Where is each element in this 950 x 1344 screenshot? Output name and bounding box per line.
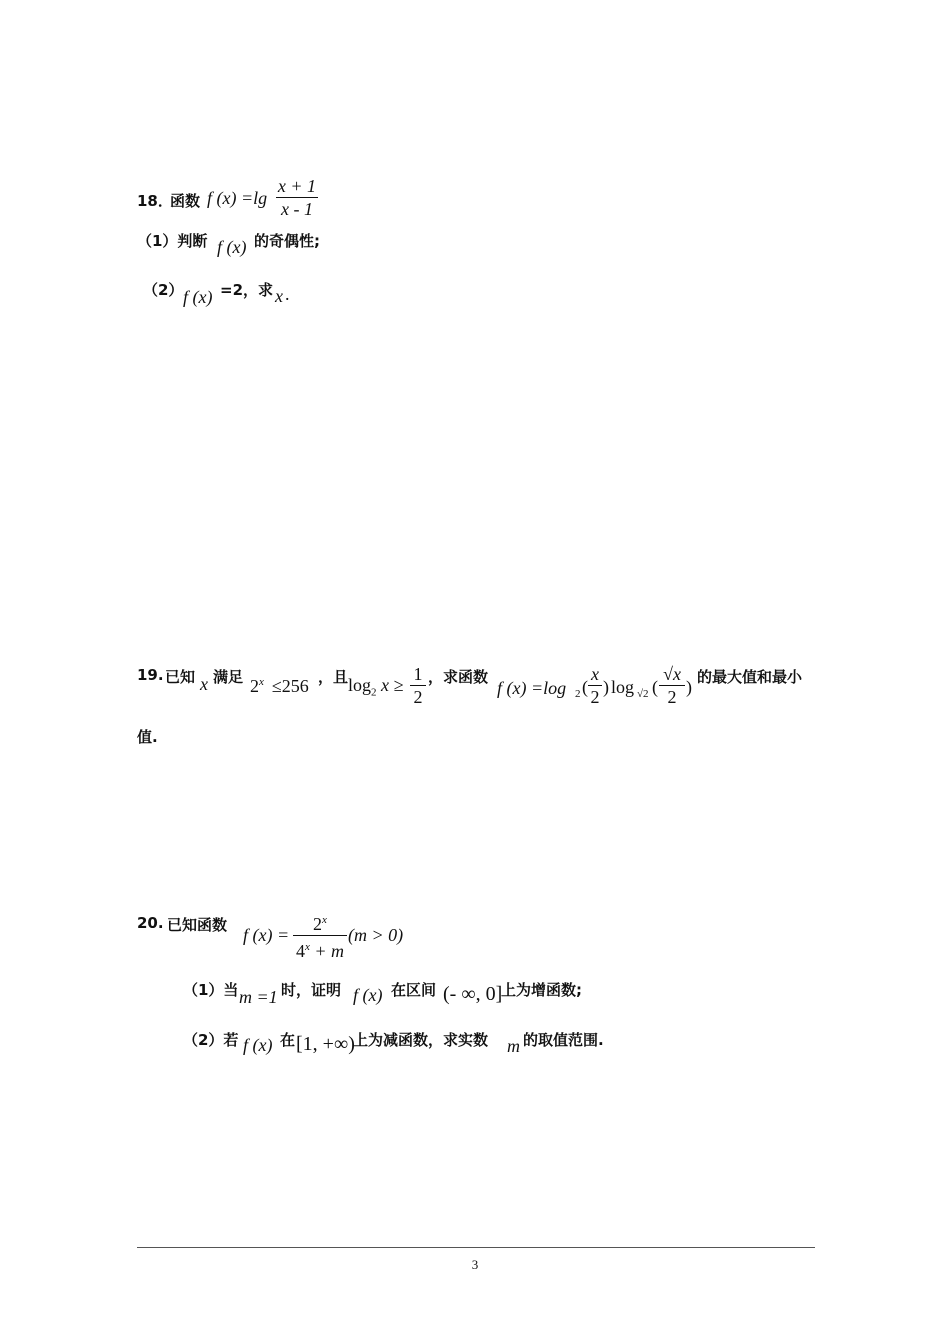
q20-part1-interval: (- ∞, 0]: [443, 983, 503, 1005]
q19-paren-close2: ): [686, 677, 692, 697]
q18-number: 18．: [137, 192, 173, 210]
q19-lead: 已知: [165, 668, 196, 686]
q20-part2-interval: [1, +∞): [296, 1033, 355, 1055]
q20-frac-den: [293, 936, 347, 962]
q19-f-sub2: √2: [637, 688, 649, 700]
q20-den-sup: x: [304, 941, 310, 953]
q20-condition: (m > 0): [348, 925, 404, 945]
q19-satisfy: 满足: [213, 668, 244, 686]
q18-func-lhs: f (x) =lg: [207, 188, 268, 208]
q19-tail2: 值.: [137, 728, 158, 746]
q20-part2-at: 在: [280, 1031, 296, 1049]
q19-sqrtx-num: √x: [663, 664, 681, 684]
q20-part1-m: m =1: [239, 987, 278, 1007]
q20-f-lhs: f (x) =: [243, 925, 290, 945]
q19-paren-open2: (: [652, 677, 658, 697]
q20-number: 20.: [137, 914, 164, 932]
q19-half-num: 1: [413, 664, 423, 684]
q18-lead: 函数: [170, 192, 201, 210]
q20-part1-fx: f (x): [353, 985, 383, 1005]
q20-frac-num: [293, 909, 347, 935]
q19-paren-close1: ): [603, 677, 609, 697]
page-number: 3: [471, 1257, 479, 1272]
q18-part2-fx: f (x): [183, 287, 213, 307]
q20-part2-fx: f (x): [243, 1035, 273, 1055]
q18-fraction: [276, 175, 318, 220]
q19-half: [410, 663, 426, 708]
q18-part2-label: （2）: [143, 281, 184, 299]
q18-frac-den: x - 1: [281, 199, 313, 219]
q19-log: [348, 675, 403, 699]
q19-log-head: log: [348, 675, 372, 695]
q19-ineq1-sup: x: [259, 676, 264, 688]
q19-x-over-2-den: 2: [590, 687, 600, 707]
q18-part1-tail: 的奇偶性;: [254, 232, 320, 250]
q19-f-lhs: f (x) =log: [497, 678, 567, 698]
q19-ask: ，求函数: [428, 668, 489, 686]
q19-ineq1-tail: ≤256: [271, 676, 309, 696]
q20-num-sup: x: [322, 914, 327, 926]
q19-number: 19.: [137, 666, 164, 684]
q19-tail1: 的最大值和最小: [697, 668, 803, 686]
q19-x-over-2: [588, 663, 602, 708]
q19-f-sub1: 2: [575, 688, 581, 700]
q19-half-den: 2: [413, 687, 423, 707]
q20-den-b: + m: [309, 941, 345, 961]
q19-sqrtx-over-2: [659, 663, 685, 708]
q19-x: x: [200, 674, 208, 694]
q18-part1-fx: f (x): [217, 237, 247, 257]
q18-frac-num: x + 1: [277, 176, 317, 196]
q20-den-a: 4: [295, 941, 305, 961]
q20-lead: 已知函数: [167, 916, 228, 934]
q18-part2-end: .: [285, 284, 290, 304]
footer-divider: [137, 1247, 815, 1248]
q18-part2-x: x: [275, 286, 283, 306]
q20-part2-label: （2）若: [183, 1031, 239, 1049]
q20-num-base: 2: [313, 914, 323, 934]
q20-part1-label: （1）当: [183, 981, 239, 999]
q19-paren-open1: (: [582, 677, 588, 697]
q19-ineq1-base: 2: [250, 676, 259, 696]
q20-part2-tail: 的取值范围.: [523, 1031, 604, 1049]
q20-part1-tail: 上为增函数;: [501, 981, 582, 999]
q18-part1-label: （1）判断: [137, 232, 208, 250]
q20-part1-zone: 在区间: [391, 981, 437, 999]
q19-log-x: x ≥: [381, 675, 404, 695]
q19-log2: log: [611, 677, 635, 697]
q20-fraction: [293, 909, 347, 962]
q19-x-over-2-num: x: [591, 664, 599, 684]
q18-part2-eq: =2，求: [220, 281, 274, 299]
q20-part2-mid: 上为减函数，求实数: [353, 1031, 489, 1049]
q19-log-sub: 2: [371, 686, 377, 699]
q19-ineq1: [250, 676, 309, 697]
q19-sqrtx-den: 2: [667, 687, 677, 707]
q20-part1-mid: 时，证明: [281, 981, 342, 999]
q20-part2-m: m: [507, 1036, 520, 1056]
q19-and: ，且: [318, 668, 349, 686]
